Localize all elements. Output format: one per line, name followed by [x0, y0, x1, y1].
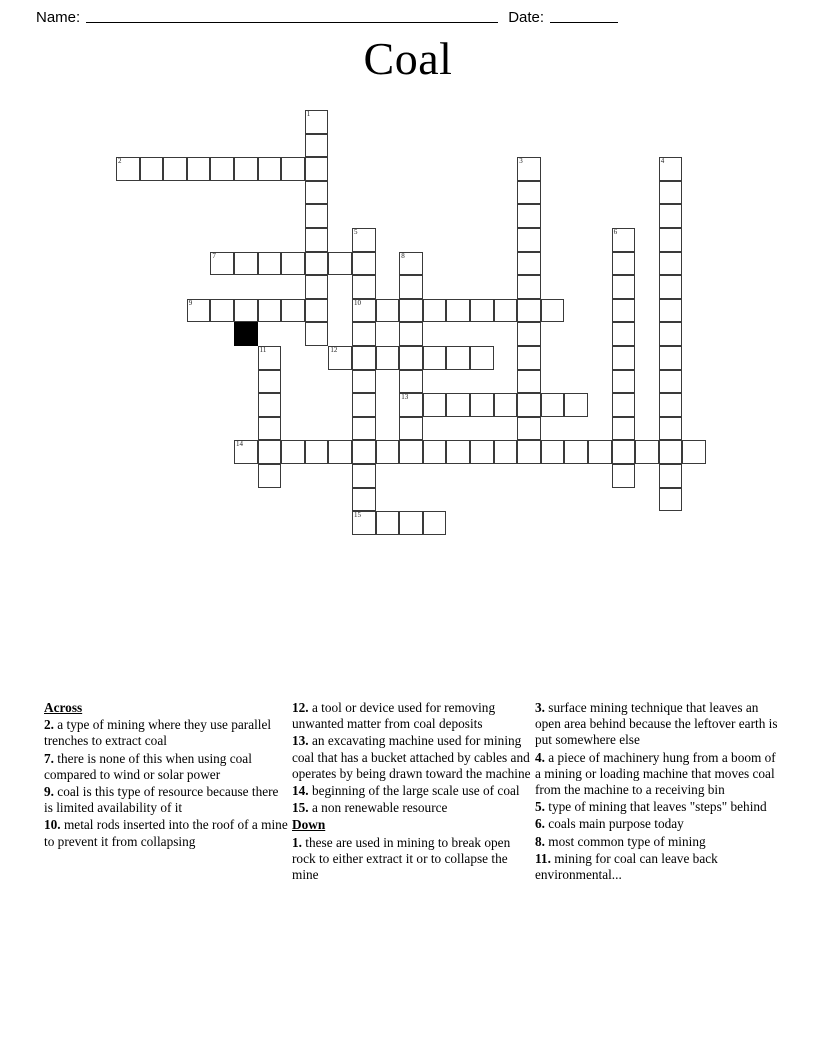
grid-cell[interactable] [352, 346, 376, 370]
grid-cell[interactable] [564, 440, 588, 464]
name-label: Name: [36, 9, 81, 26]
grid-cell[interactable] [517, 370, 541, 394]
grid-cell[interactable] [328, 346, 352, 370]
grid-cell[interactable] [612, 322, 636, 346]
clue-number: 14. [292, 783, 312, 799]
clue-across-14 [292, 783, 532, 799]
grid-cell[interactable] [399, 511, 423, 535]
grid-cell[interactable] [352, 275, 376, 299]
grid-cell[interactable] [234, 252, 258, 276]
grid-cell[interactable] [352, 440, 376, 464]
clue-text: an excavating machine used for mining coal that has a bucket attached by cables and operates by being drawn toward the machine [292, 733, 531, 781]
grid-cell[interactable] [659, 181, 683, 205]
grid-cell[interactable] [399, 417, 423, 441]
grid-cell[interactable] [305, 228, 329, 252]
grid-cell-number: 2 [118, 157, 122, 166]
clue-column-3 [535, 700, 780, 884]
grid-cell[interactable] [376, 346, 400, 370]
grid-cell[interactable] [258, 417, 282, 441]
clue-text: type of mining that leaves "steps" behind [548, 799, 767, 815]
clue-across-13 [292, 733, 532, 782]
grid-cell[interactable] [517, 393, 541, 417]
grid-cell[interactable] [659, 440, 683, 464]
grid-cell[interactable] [659, 464, 683, 488]
grid-cell[interactable] [399, 393, 423, 417]
clue-column-1 [44, 700, 289, 851]
grid-cell[interactable] [258, 252, 282, 276]
grid-cell[interactable] [140, 157, 164, 181]
grid-cell[interactable] [376, 511, 400, 535]
grid-cell[interactable] [305, 299, 329, 323]
grid-cell[interactable] [470, 393, 494, 417]
clue-number: 10. [44, 817, 64, 833]
grid-cell[interactable] [352, 370, 376, 394]
grid-cell[interactable] [446, 299, 470, 323]
grid-cell[interactable] [258, 393, 282, 417]
clue-number: 15. [292, 800, 312, 816]
grid-cell[interactable] [517, 228, 541, 252]
grid-cell[interactable] [659, 228, 683, 252]
grid-cell[interactable] [305, 440, 329, 464]
grid-cell[interactable] [612, 228, 636, 252]
grid-cell[interactable] [258, 464, 282, 488]
clue-number: 13. [292, 733, 312, 749]
grid-cell[interactable] [612, 252, 636, 276]
grid-cell[interactable] [423, 393, 447, 417]
grid-cell[interactable] [399, 440, 423, 464]
grid-cell[interactable] [659, 322, 683, 346]
clue-text: most common type of mining [548, 833, 706, 849]
clue-down-4 [535, 750, 780, 799]
grid-cell[interactable] [258, 157, 282, 181]
grid-cell[interactable] [423, 511, 447, 535]
grid-cell[interactable] [659, 370, 683, 394]
grid-cell[interactable] [234, 157, 258, 181]
grid-cell[interactable] [352, 511, 376, 535]
grid-cell[interactable] [305, 275, 329, 299]
grid-cell[interactable] [352, 252, 376, 276]
grid-cell[interactable] [494, 440, 518, 464]
grid-cell[interactable] [541, 393, 565, 417]
grid-cell-number: 7 [212, 251, 216, 260]
grid-cell[interactable] [352, 488, 376, 512]
clue-column-2 [292, 700, 532, 884]
grid-cell[interactable] [517, 346, 541, 370]
grid-cell-number: 1 [306, 110, 311, 118]
clue-number: 9. [44, 784, 58, 800]
grid-cell[interactable] [328, 440, 352, 464]
grid-cell[interactable] [659, 204, 683, 228]
grid-cell[interactable] [116, 157, 140, 181]
clue-across-9 [44, 784, 289, 816]
grid-cell[interactable] [187, 157, 211, 181]
grid-cell[interactable] [234, 299, 258, 323]
clue-across-10 [44, 817, 289, 849]
grid-cell[interactable] [612, 393, 636, 417]
grid-cell[interactable] [258, 346, 282, 370]
grid-cell[interactable] [163, 157, 187, 181]
page-title: Coal [363, 33, 453, 84]
clue-number: 3. [535, 700, 549, 715]
grid-cell[interactable] [210, 252, 234, 276]
clue-text: a tool or device used for removing unwanted matter from coal deposits [292, 700, 496, 732]
grid-cell[interactable] [612, 275, 636, 299]
grid-cell[interactable] [399, 370, 423, 394]
grid-cell-number: 3 [519, 157, 523, 166]
grid-cell-number: 13 [401, 393, 409, 402]
grid-cell[interactable] [612, 417, 636, 441]
clue-text: coal is this type of resource because there is limited availability of it [44, 784, 279, 816]
grid-cell[interactable] [517, 275, 541, 299]
grid-cell[interactable] [281, 252, 305, 276]
clues-section [0, 700, 816, 884]
grid-cell[interactable] [305, 157, 329, 181]
grid-cell[interactable] [399, 346, 423, 370]
grid-cell[interactable] [399, 322, 423, 346]
across-heading: Across [44, 700, 83, 715]
grid-cell[interactable] [305, 322, 329, 346]
grid-cell[interactable] [612, 299, 636, 323]
grid-cell-blocked [234, 322, 258, 346]
clue-text: these are used in mining to break open rock to either extract it or to collapse the mine [292, 834, 511, 883]
grid-cell[interactable] [635, 440, 659, 464]
grid-cell[interactable] [659, 275, 683, 299]
grid-cell[interactable] [423, 440, 447, 464]
grid-cell[interactable] [517, 204, 541, 228]
grid-cell[interactable] [187, 299, 211, 323]
grid-cell[interactable] [494, 393, 518, 417]
grid-cell[interactable] [305, 204, 329, 228]
grid-cell[interactable] [376, 440, 400, 464]
grid-cell[interactable] [352, 322, 376, 346]
grid-cell[interactable] [470, 299, 494, 323]
grid-cell[interactable] [659, 488, 683, 512]
grid-cell[interactable] [305, 110, 329, 134]
clue-text: a type of mining where they use parallel trenches to extract coal [44, 717, 272, 749]
clue-text: beginning of the large scale use of coal [311, 783, 520, 799]
grid-cell[interactable] [281, 299, 305, 323]
clue-number: 5. [535, 799, 549, 815]
grid-cell[interactable] [541, 440, 565, 464]
grid-cell[interactable] [305, 181, 329, 205]
grid-cell[interactable] [423, 299, 447, 323]
grid-cell[interactable] [517, 252, 541, 276]
grid-cell[interactable] [659, 417, 683, 441]
grid-cell[interactable] [234, 440, 258, 464]
clue-down-3 [535, 700, 780, 749]
clue-text: coals main purpose today [548, 816, 684, 832]
grid-cell[interactable] [258, 440, 282, 464]
grid-cell[interactable] [517, 417, 541, 441]
clue-number: 1. [292, 834, 306, 850]
grid-cell-number: 6 [613, 228, 618, 236]
grid-cell[interactable] [659, 393, 683, 417]
grid-cell-number: 9 [188, 298, 193, 307]
grid-cell-number: 11 [259, 346, 267, 354]
clue-across-12 [292, 700, 532, 732]
grid-cell[interactable] [258, 299, 282, 323]
clue-text: metal rods inserted into the roof of a mine to prevent it from collapsing [44, 817, 288, 849]
grid-cell[interactable] [612, 370, 636, 394]
grid-cell[interactable] [210, 299, 234, 323]
clue-text: surface mining technique that leaves an open area behind because the leftover earth is put somewhere else [535, 700, 778, 748]
grid-cell[interactable] [612, 440, 636, 464]
clue-text: there is none of this when using coal compared to wind or solar power [44, 750, 252, 782]
clue-down-11 [535, 851, 780, 883]
grid-cell[interactable] [541, 299, 565, 323]
grid-cell-number: 4 [660, 157, 665, 166]
grid-cell[interactable] [494, 299, 518, 323]
grid-cell[interactable] [517, 181, 541, 205]
clue-text: a non renewable resource [311, 800, 448, 816]
grid-cell[interactable] [399, 275, 423, 299]
grid-cell[interactable] [352, 228, 376, 252]
grid-cell[interactable] [517, 322, 541, 346]
clue-down-1 [292, 835, 532, 884]
grid-cell[interactable] [305, 134, 329, 158]
grid-cell[interactable] [281, 157, 305, 181]
clue-across-2 [44, 717, 289, 749]
grid-cell[interactable] [352, 417, 376, 441]
grid-cell[interactable] [517, 440, 541, 464]
clue-number: 4. [535, 749, 549, 765]
clue-down-8 [535, 834, 780, 850]
grid-cell[interactable] [328, 252, 352, 276]
grid-cell-number: 15 [354, 511, 361, 520]
grid-cell[interactable] [659, 346, 683, 370]
grid-cell[interactable] [659, 252, 683, 276]
grid-cell[interactable] [517, 299, 541, 323]
clue-number: 2. [44, 717, 58, 733]
grid-cell[interactable] [352, 393, 376, 417]
grid-cell[interactable] [588, 440, 612, 464]
grid-cell[interactable] [399, 299, 423, 323]
grid-cell[interactable] [564, 393, 588, 417]
clue-number: 6. [535, 816, 549, 832]
grid-cell[interactable] [352, 299, 376, 323]
grid-cell[interactable] [446, 393, 470, 417]
down-heading: Down [292, 817, 326, 833]
grid-cell[interactable] [258, 370, 282, 394]
date-label: Date: [508, 9, 545, 26]
grid-cell-number: 14 [236, 440, 243, 449]
clue-across-7 [44, 751, 289, 783]
grid-cell[interactable] [376, 299, 400, 323]
clue-across-15 [292, 800, 532, 816]
clue-number: 7. [44, 750, 58, 766]
grid-cell[interactable] [446, 346, 470, 370]
clue-number: 8. [535, 833, 549, 849]
grid-cell[interactable] [659, 299, 683, 323]
grid-cell[interactable] [470, 346, 494, 370]
grid-cell[interactable] [517, 157, 541, 181]
grid-cell[interactable] [281, 440, 305, 464]
grid-cell[interactable] [399, 252, 423, 276]
grid-cell[interactable] [446, 440, 470, 464]
grid-cell[interactable] [659, 157, 683, 181]
grid-cell-number: 5 [354, 228, 358, 236]
grid-cell[interactable] [612, 346, 636, 370]
grid-cell-number: 12 [330, 346, 338, 354]
grid-cell[interactable] [352, 464, 376, 488]
grid-cell-number: 10 [354, 298, 361, 307]
grid-cell[interactable] [210, 157, 234, 181]
clue-number: 11. [535, 850, 555, 866]
grid-cell[interactable] [682, 440, 706, 464]
grid-cell[interactable] [305, 252, 329, 276]
clue-down-6 [535, 816, 780, 832]
grid-cell[interactable] [423, 346, 447, 370]
grid-cell-number: 8 [401, 251, 405, 260]
grid-cell[interactable] [470, 440, 494, 464]
clue-number: 12. [292, 700, 312, 715]
clue-down-5 [535, 799, 780, 815]
clue-text: mining for coal can leave back environmental... [535, 850, 718, 883]
grid-cell[interactable] [612, 464, 636, 488]
clue-text: a piece of machinery hung from a boom of a mining or loading machine that moves coal from the machine to a receiving bin [535, 749, 776, 798]
